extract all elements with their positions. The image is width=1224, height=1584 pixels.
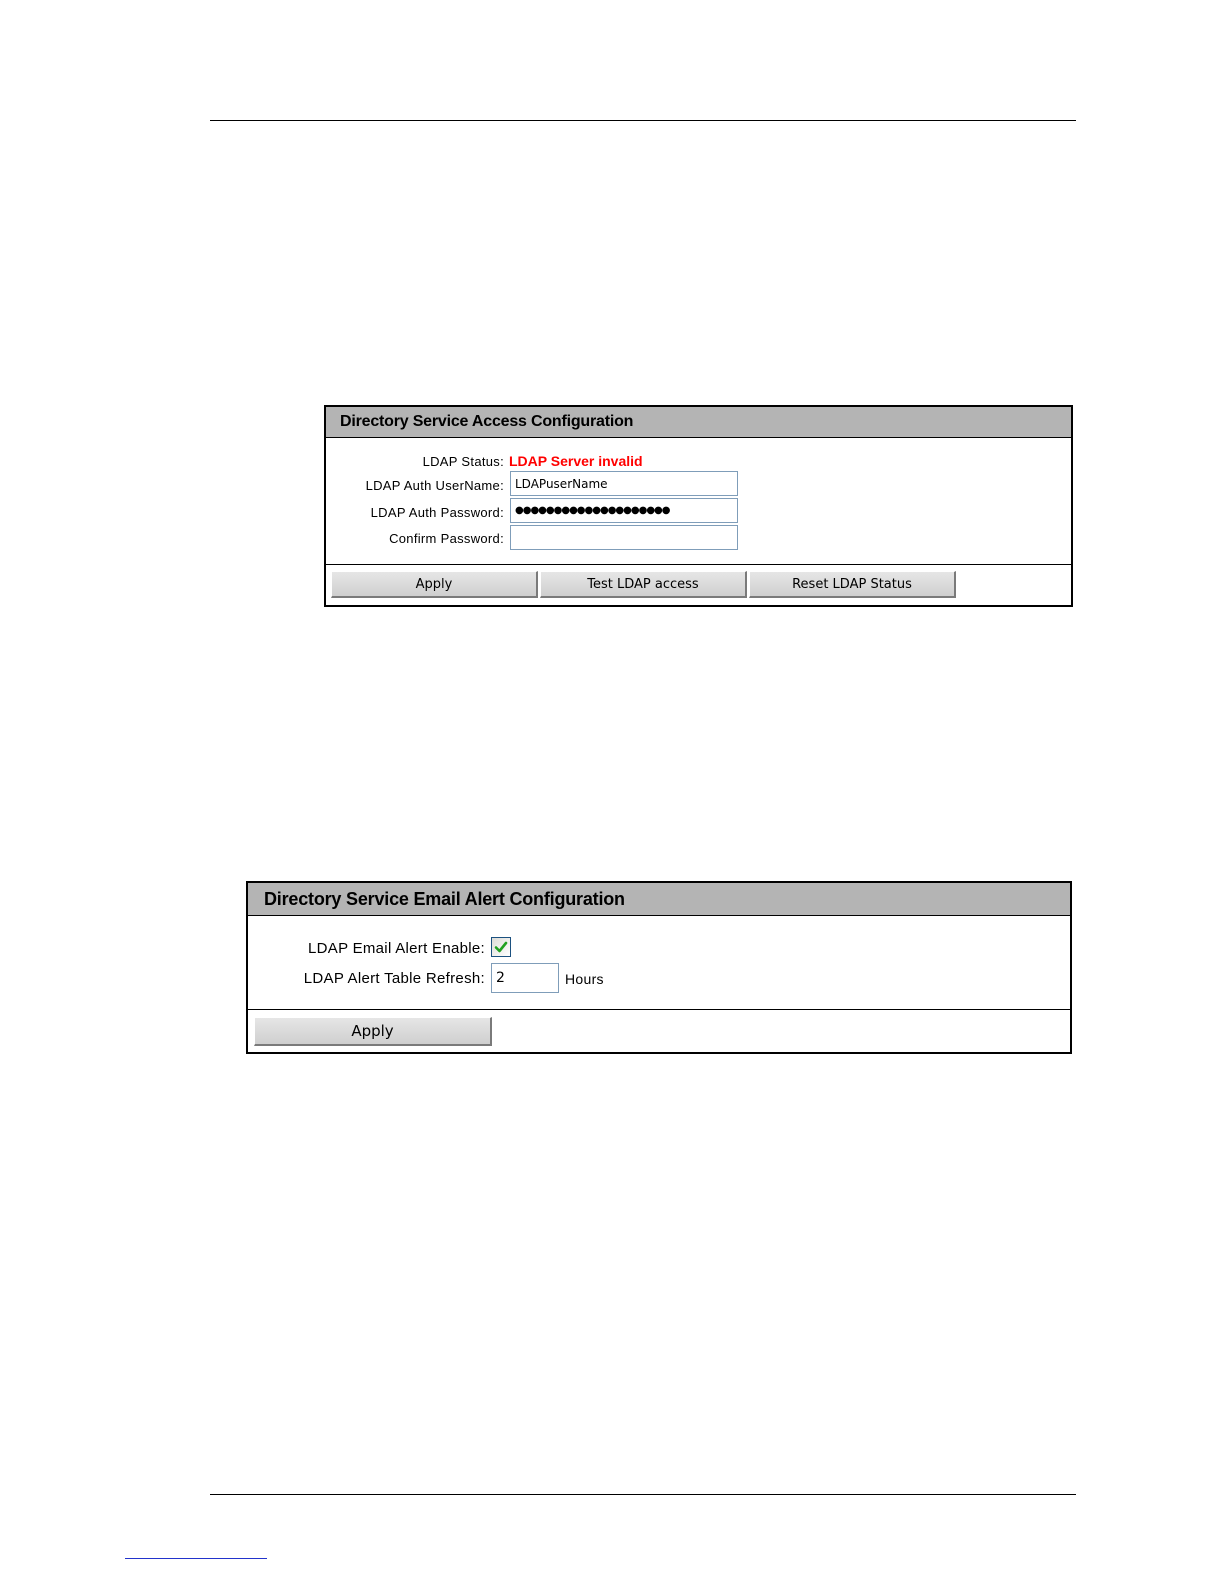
ldap-status-value: LDAP Server invalid — [509, 453, 643, 469]
email-button-divider — [248, 1009, 1070, 1010]
footer-rule — [210, 1494, 1076, 1495]
alert-table-refresh-input[interactable] — [491, 963, 559, 993]
email-alert-enable-checkbox[interactable] — [491, 937, 511, 957]
test-ldap-access-button[interactable]: Test LDAP access — [540, 571, 747, 598]
header-rule — [210, 120, 1076, 121]
access-apply-button[interactable]: Apply — [331, 571, 538, 598]
ldap-username-label: LDAP Auth UserName: — [365, 478, 504, 493]
ldap-password-label: LDAP Auth Password: — [370, 505, 504, 520]
footer-link-underline — [125, 1558, 267, 1559]
ldap-password-input[interactable] — [510, 498, 738, 523]
access-button-divider — [326, 564, 1071, 565]
ldap-status-label: LDAP Status: — [422, 454, 504, 469]
email-apply-button[interactable]: Apply — [254, 1017, 492, 1046]
email-alert-config-panel — [246, 881, 1072, 1054]
refresh-unit-label: Hours — [565, 971, 604, 987]
alert-table-refresh-label: LDAP Alert Table Refresh: — [303, 970, 485, 987]
email-alert-config-title: Directory Service Email Alert Configuration — [248, 883, 1070, 916]
ldap-username-input[interactable] — [510, 471, 738, 496]
confirm-password-input[interactable] — [510, 525, 738, 550]
email-alert-enable-label: LDAP Email Alert Enable: — [307, 940, 485, 957]
checkmark-icon — [494, 940, 508, 954]
access-config-title: Directory Service Access Configuration — [326, 407, 1071, 438]
reset-ldap-status-button[interactable]: Reset LDAP Status — [749, 571, 956, 598]
confirm-password-label: Confirm Password: — [389, 531, 504, 546]
access-config-panel — [324, 405, 1073, 607]
